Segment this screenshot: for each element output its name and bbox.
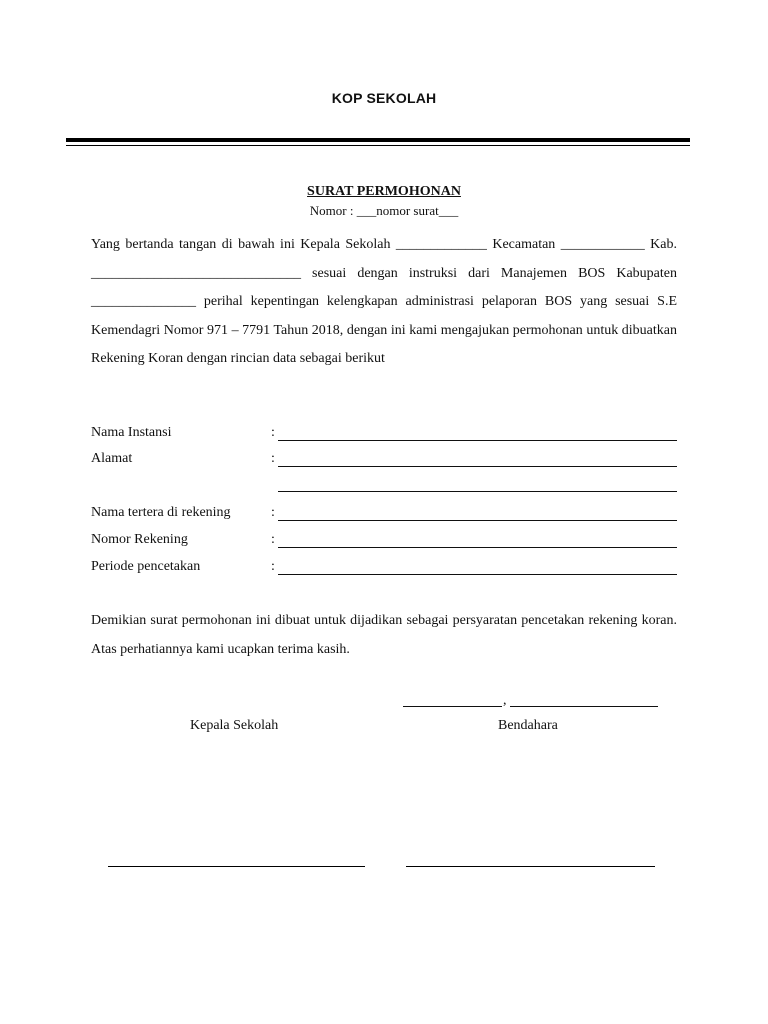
field-nama-instansi <box>91 425 677 445</box>
field-blank-line <box>278 440 677 441</box>
letter-title-text: SURAT PERMOHONAN <box>307 184 461 199</box>
date-comma: , <box>503 693 507 708</box>
signature-line-bendahara <box>406 866 655 867</box>
signature-title-bendahara: Bendahara <box>498 718 558 733</box>
field-blank-line <box>278 466 677 467</box>
date-blank-line <box>510 706 658 707</box>
letter-number: Nomor : ___nomor surat___ <box>309 203 459 218</box>
letterhead-thick-rule <box>66 138 690 142</box>
field-alamat <box>91 451 677 471</box>
field-colon: : <box>271 505 275 520</box>
field-blank-line <box>278 520 677 521</box>
letterhead-thin-rule <box>66 145 690 146</box>
field-blank-line <box>278 547 677 548</box>
letter-title <box>0 184 768 200</box>
field-nomor-rekening <box>91 532 677 552</box>
field-label: Nama Instansi <box>91 425 172 440</box>
field-nama-rekening <box>91 505 677 525</box>
field-alamat-second-line <box>278 491 677 492</box>
signature-line-kepala-sekolah <box>108 866 365 867</box>
field-colon: : <box>271 451 275 466</box>
field-label: Nomor Rekening <box>91 532 188 547</box>
field-blank-line <box>278 574 677 575</box>
signature-title-kepala-sekolah: Kepala Sekolah <box>190 718 279 733</box>
letterhead-title: KOP SEKOLAH <box>331 90 437 106</box>
field-colon: : <box>271 559 275 574</box>
field-label: Nama tertera di rekening <box>91 505 231 520</box>
field-colon: : <box>271 425 275 440</box>
opening-paragraph: Yang bertanda tangan di bawah ini Kepala Sekolah _____________ Kecamatan ____________ Kab. ______________________________ sesuai dengan instruksi dari Manajemen BOS Kabupaten _______________ perihal kepentingan kelengkapan administrasi pelaporan BOS yang sesuai S.E Kemendagri Nomor 971 – 7791 Tahun 2018, dengan ini kami mengajukan permohonan untuk dibuatkan Rekening Koran dengan rincian data sebagai berikut <box>91 237 677 366</box>
field-periode <box>91 559 677 579</box>
place-blank-line <box>403 706 502 707</box>
field-colon: : <box>271 532 275 547</box>
closing-paragraph: Demikian surat permohonan ini dibuat untuk dijadikan sebagai persyaratan pencetakan rekening koran. Atas perhatiannya kami ucapkan terima kasih. <box>91 613 677 657</box>
field-label: Alamat <box>91 451 133 466</box>
field-label: Periode pencetakan <box>91 559 201 574</box>
